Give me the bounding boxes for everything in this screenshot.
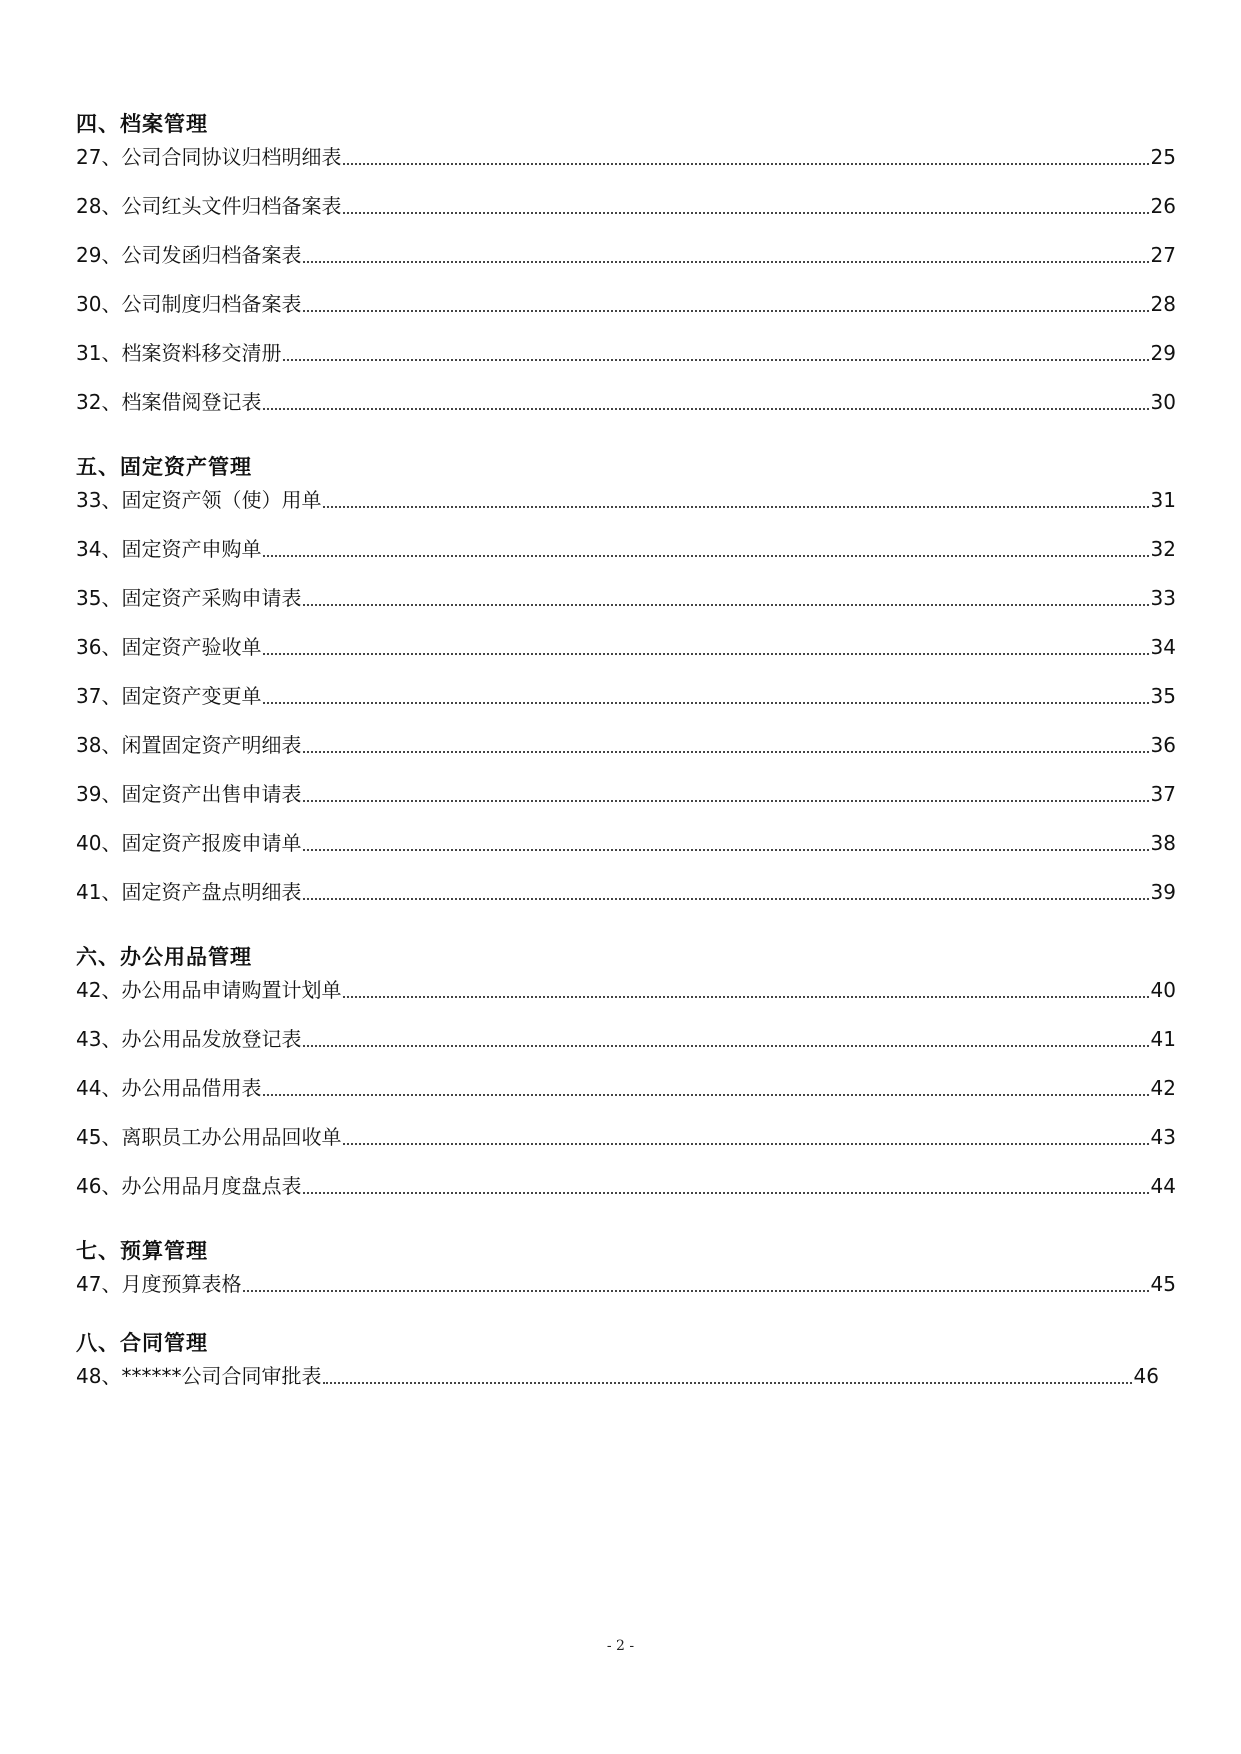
- section-title: 七、预算管理: [76, 1239, 208, 1263]
- section-title: 五、固定资产管理: [76, 455, 252, 479]
- entry-title: 46、办公用品月度盘点表: [76, 1174, 302, 1198]
- entry-page-number: 28: [1150, 292, 1176, 316]
- toc-entry[interactable]: [76, 483, 1176, 519]
- entry-title: 43、办公用品发放登记表: [76, 1027, 302, 1051]
- entry-page-number: 26: [1150, 194, 1176, 218]
- dot-leader: [303, 1045, 1148, 1047]
- dot-leader: [323, 506, 1148, 508]
- entry-title: 32、档案借阅登记表: [76, 390, 262, 414]
- entry-title: 44、办公用品借用表: [76, 1076, 262, 1100]
- toc-section-office-supplies: [76, 941, 1176, 1205]
- dot-leader: [263, 555, 1148, 557]
- section-title: 八、合同管理: [76, 1331, 208, 1355]
- section-title: 六、办公用品管理: [76, 945, 252, 969]
- toc-entry[interactable]: [76, 225, 1176, 274]
- dot-leader: [303, 310, 1148, 312]
- toc-section-fixed-assets: [76, 451, 1176, 911]
- entry-title: 38、闲置固定资产明细表: [76, 733, 302, 757]
- entry-title: 29、公司发函归档备案表: [76, 243, 302, 267]
- toc-entry[interactable]: [76, 764, 1176, 813]
- entry-page-number: 40: [1150, 978, 1176, 1002]
- dot-leader: [283, 359, 1148, 361]
- entry-page-number: 30: [1150, 390, 1176, 414]
- entry-page-number: 29: [1150, 341, 1176, 365]
- dot-leader: [263, 408, 1148, 410]
- toc-section-contracts: [76, 1327, 1176, 1395]
- toc-section-budget: [76, 1235, 1176, 1303]
- page-footer-number: - 2 -: [606, 1638, 635, 1654]
- toc-entry[interactable]: [76, 323, 1176, 372]
- toc-entry[interactable]: [76, 1058, 1176, 1107]
- entry-page-number: 25: [1150, 145, 1176, 169]
- toc-section-archives: [76, 108, 1176, 421]
- toc-entry[interactable]: [76, 1156, 1176, 1205]
- dot-leader: [263, 1094, 1148, 1096]
- dot-leader: [263, 702, 1148, 704]
- toc-entry[interactable]: [76, 568, 1176, 617]
- entry-title: 33、固定资产领（使）用单: [76, 488, 322, 512]
- entry-title: 35、固定资产采购申请表: [76, 586, 302, 610]
- toc-entry[interactable]: [76, 973, 1176, 1009]
- dot-leader: [343, 212, 1148, 214]
- toc-entry[interactable]: [76, 715, 1176, 764]
- toc-entry[interactable]: [76, 274, 1176, 323]
- entry-page-number: 37: [1150, 782, 1176, 806]
- entry-page-number: 33: [1150, 586, 1176, 610]
- dot-leader: [243, 1290, 1148, 1292]
- entry-page-number: 36: [1150, 733, 1176, 757]
- entry-title: 41、固定资产盘点明细表: [76, 880, 302, 904]
- entry-title: 34、固定资产申购单: [76, 537, 262, 561]
- entry-page-number: 34: [1150, 635, 1176, 659]
- entry-title: 37、固定资产变更单: [76, 684, 262, 708]
- entry-title: 42、办公用品申请购置计划单: [76, 978, 342, 1002]
- section-title: 四、档案管理: [76, 112, 208, 136]
- entry-page-number: 38: [1150, 831, 1176, 855]
- dot-leader: [303, 898, 1148, 900]
- toc-entry[interactable]: [76, 813, 1176, 862]
- toc-entry[interactable]: [76, 176, 1176, 225]
- toc-entry[interactable]: [76, 1107, 1176, 1156]
- entry-page-number: 46: [1133, 1364, 1159, 1388]
- dot-leader: [303, 1192, 1148, 1194]
- entry-page-number: 45: [1150, 1272, 1176, 1296]
- entry-title: 36、固定资产验收单: [76, 635, 262, 659]
- entry-page-number: 32: [1150, 537, 1176, 561]
- entry-title: 47、月度预算表格: [76, 1272, 242, 1296]
- dot-leader: [343, 996, 1148, 998]
- entry-title: 28、公司红头文件归档备案表: [76, 194, 342, 218]
- dot-leader: [303, 604, 1148, 606]
- entry-title: 39、固定资产出售申请表: [76, 782, 302, 806]
- entry-page-number: 35: [1150, 684, 1176, 708]
- toc-entry[interactable]: [76, 666, 1176, 715]
- toc-entry[interactable]: [76, 1009, 1176, 1058]
- toc-entry[interactable]: [76, 372, 1176, 421]
- entry-title: 27、公司合同协议归档明细表: [76, 145, 342, 169]
- dot-leader: [303, 751, 1148, 753]
- toc-entry[interactable]: [76, 519, 1176, 568]
- toc-entry[interactable]: [76, 1359, 1159, 1395]
- toc-entry[interactable]: [76, 862, 1176, 911]
- entry-page-number: 42: [1150, 1076, 1176, 1100]
- dot-leader: [343, 163, 1148, 165]
- entry-page-number: 43: [1150, 1125, 1176, 1149]
- entry-page-number: 44: [1150, 1174, 1176, 1198]
- dot-leader: [343, 1143, 1148, 1145]
- entry-title: 30、公司制度归档备案表: [76, 292, 302, 316]
- dot-leader: [323, 1382, 1131, 1384]
- dot-leader: [263, 653, 1148, 655]
- entry-title: 31、档案资料移交清册: [76, 341, 282, 365]
- toc-entry[interactable]: [76, 617, 1176, 666]
- entry-title: 48、******公司合同审批表: [76, 1364, 322, 1388]
- table-of-contents: [76, 108, 1176, 1395]
- entry-page-number: 27: [1150, 243, 1176, 267]
- dot-leader: [303, 849, 1148, 851]
- toc-entry[interactable]: [76, 1267, 1176, 1303]
- toc-entry[interactable]: [76, 140, 1176, 176]
- entry-title: 40、固定资产报废申请单: [76, 831, 302, 855]
- entry-page-number: 41: [1150, 1027, 1176, 1051]
- entry-title: 45、离职员工办公用品回收单: [76, 1125, 342, 1149]
- entry-page-number: 31: [1150, 488, 1176, 512]
- dot-leader: [303, 261, 1148, 263]
- dot-leader: [303, 800, 1148, 802]
- entry-page-number: 39: [1150, 880, 1176, 904]
